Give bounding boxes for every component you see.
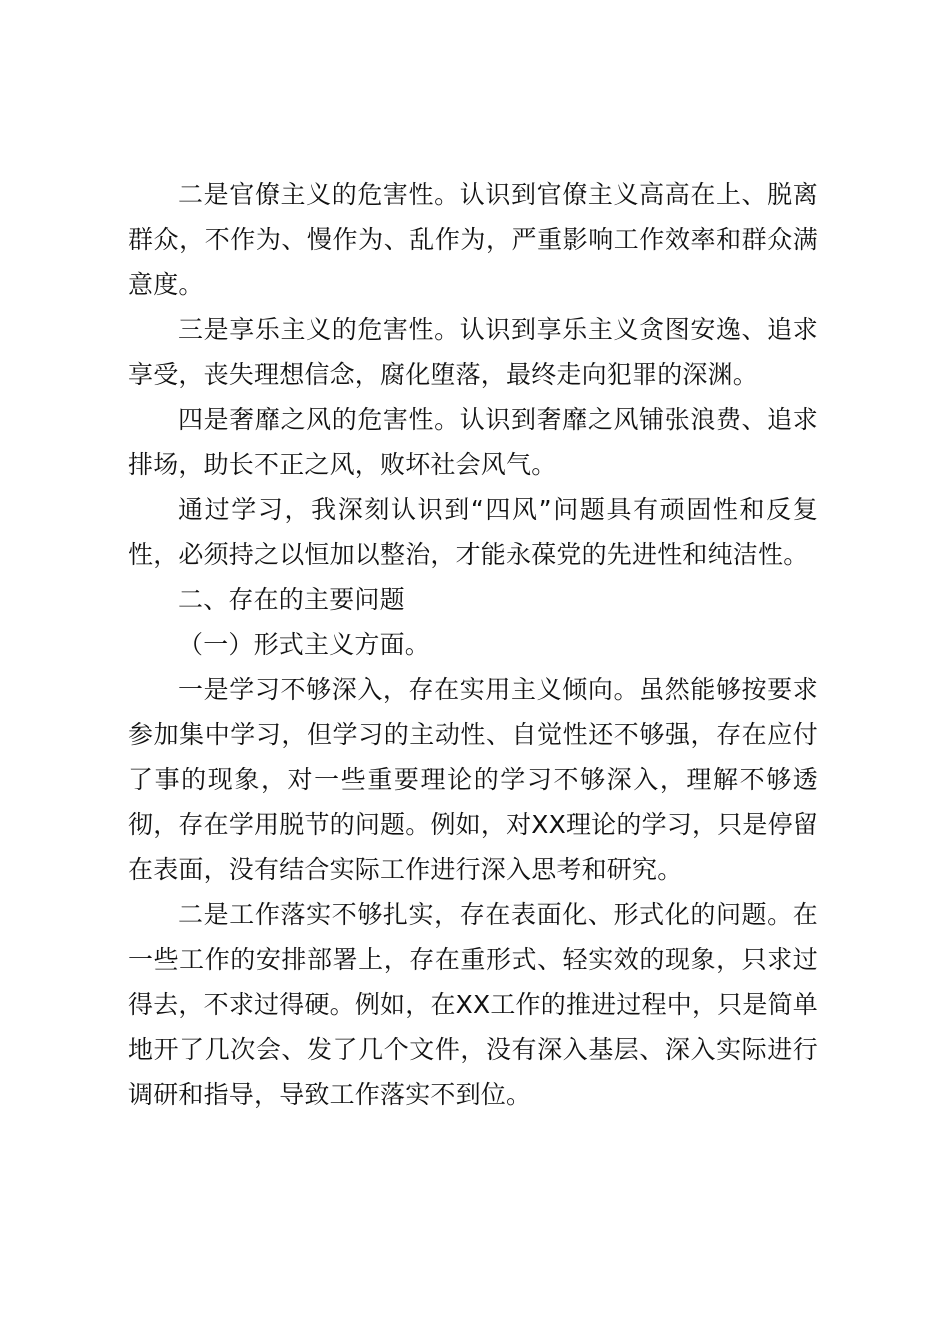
- paragraph-extravagance: 四是奢靡之风的危害性。认识到奢靡之风铺张浪费、追求排场，助长不正之风，败坏社会风气。: [128, 405, 818, 479]
- paragraph-hedonism: 三是享乐主义的危害性。认识到享乐主义贪图安逸、追求享受，丧失理想信念，腐化堕落，最终走向犯罪的深渊。: [128, 315, 818, 389]
- paragraph-study-conclusion: 通过学习，我深刻认识到“四风”问题具有顽固性和反复性，必须持之以恒加以整治，才能永葆党的先进性和纯洁性。: [128, 495, 818, 569]
- paragraph-work-not-solid: 二是工作落实不够扎实，存在表面化、形式化的问题。在一些工作的安排部署上，存在重形式、轻实效的现象，只求过得去，不求过得硬。例如，在XX工作的推进过程中，只是简单地开了几次会、发了几个文件，没有深入基层、深入实际进行调研和指导，导致工作落实不到位。: [128, 900, 818, 1109]
- paragraph-study-not-deep: 一是学习不够深入，存在实用主义倾向。虽然能够按要求参加集中学习，但学习的主动性、自觉性还不够强，存在应付了事的现象，对一些重要理论的学习不够深入，理解不够透彻，存在学用脱节的问题。例如，对XX理论的学习，只是停留在表面，没有结合实际工作进行深入思考和研究。: [128, 675, 818, 884]
- section-heading-main-problems: 二、存在的主要问题: [178, 585, 405, 614]
- subsection-heading-formalism: （一）形式主义方面。: [178, 630, 431, 659]
- paragraph-bureaucratism: 二是官僚主义的危害性。认识到官僚主义高高在上、脱离群众，不作为、慢作为、乱作为，严重影响工作效率和群众满意度。: [128, 180, 818, 299]
- document-body: [128, 172, 818, 1117]
